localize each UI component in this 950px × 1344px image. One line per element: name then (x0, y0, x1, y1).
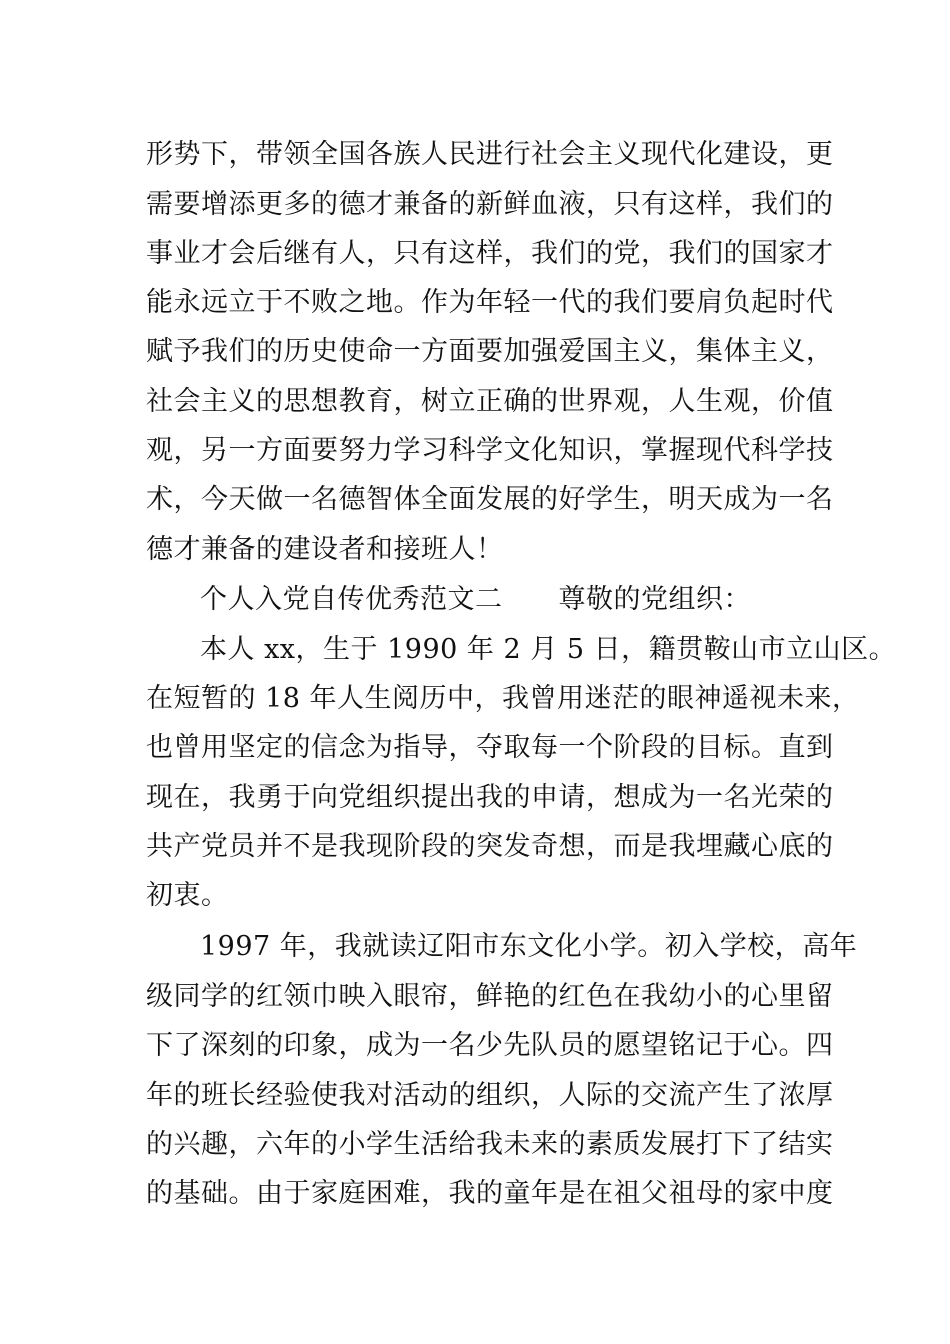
text-line: 初衷。 (146, 880, 229, 911)
section-heading-line (200, 575, 751, 624)
text-line: 下了深刻的印象，成为一名少先队员的愿望铭记于心。四 (146, 1030, 834, 1061)
text-line: 的基础。由于家庭困难，我的童年是在祖父祖母的家中度 (146, 1178, 834, 1209)
text-line: 形势下，带领全国各族人民进行社会主义现代化建设，更 (146, 139, 834, 170)
text-line: 需要增添更多的德才兼备的新鲜血液，只有这样，我们的 (146, 189, 834, 220)
text-line: 的兴趣，六年的小学生活给我未来的素质发展打下了结实 (146, 1129, 834, 1160)
text-line: 能永远立于不败之地。作为年轻一代的我们要肩负起时代 (146, 287, 834, 318)
section-title: 个人入党自传优秀范文二 (200, 584, 503, 615)
text-line: 术，今天做一名德智体全面发展的好学生，明天成为一名 (146, 484, 834, 515)
text-line: 也曾用坚定的信念为指导，夺取每一个阶段的目标。直到 (146, 732, 834, 763)
text-line: 德才兼备的建设者和接班人！ (146, 534, 504, 565)
text-line: 在短暂的 18 年人生阅历中，我曾用迷茫的眼神遥视未来， (146, 683, 860, 714)
text-line: 现在，我勇于向党组织提出我的申请，想成为一名光荣的 (146, 782, 834, 813)
text-line: 级同学的红领巾映入眼帘，鲜艳的红色在我幼小的心里留 (146, 981, 834, 1012)
text-line: 观，另一方面要努力学习科学文化知识，掌握现代科学技 (146, 435, 834, 466)
text-line: 赋予我们的历史使命一方面要加强爱国主义，集体主义， (146, 336, 834, 367)
text-line: 共产党员并不是我现阶段的突发奇想，而是我埋藏心底的 (146, 831, 834, 862)
text-line: 事业才会后继有人，只有这样，我们的党，我们的国家才 (146, 238, 834, 269)
text-line: 1997 年，我就读辽阳市东文化小学。初入学校，高年 (200, 931, 858, 962)
text-line: 年的班长经验使我对活动的组织，人际的交流产生了浓厚 (146, 1080, 834, 1111)
salutation: 尊敬的党组织： (558, 584, 751, 615)
text-line: 社会主义的思想教育，树立正确的世界观，人生观，价值 (146, 386, 834, 417)
text-line: 本人 xx，生于 1990 年 2 月 5 日，籍贯鞍山市立山区。 (200, 634, 897, 665)
